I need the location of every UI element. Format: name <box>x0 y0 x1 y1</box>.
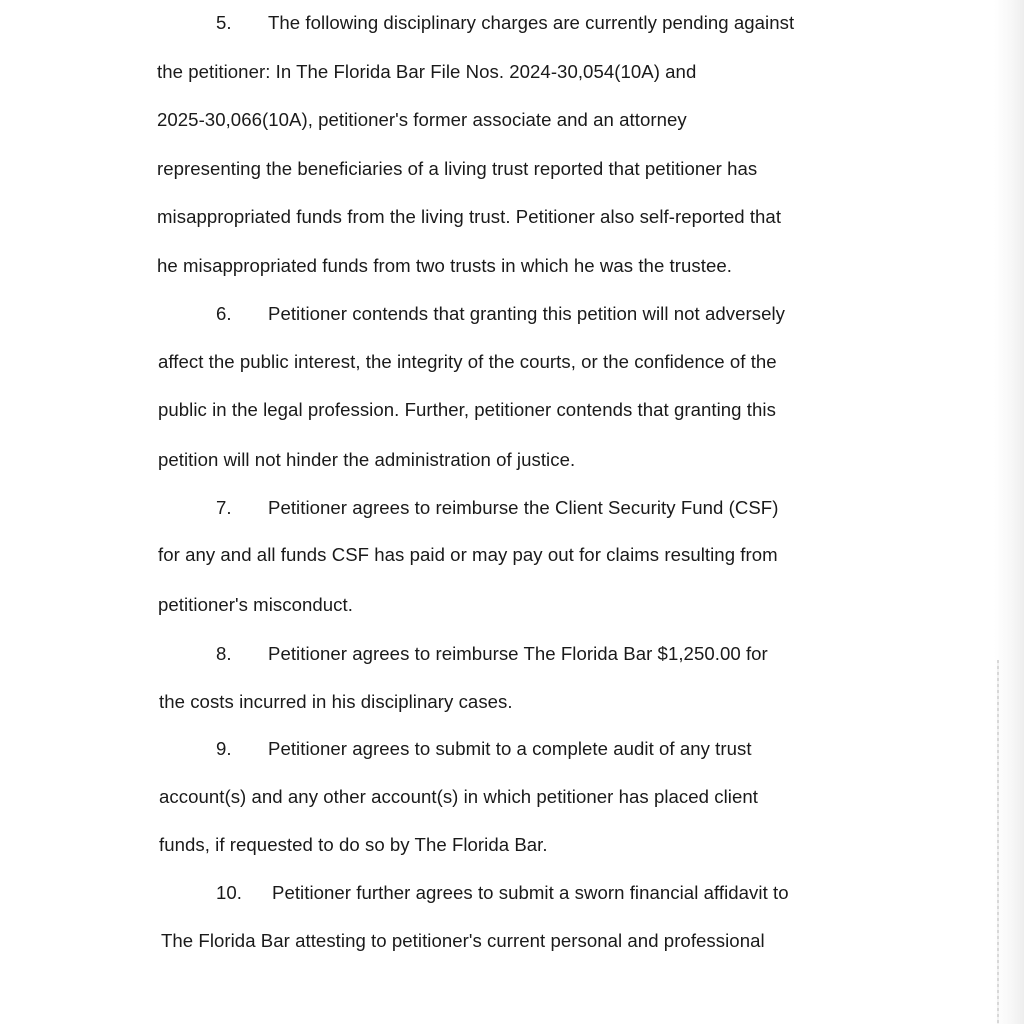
paragraph-number: 5. <box>216 12 232 33</box>
paragraph-text: Petitioner contends that granting this petition will not adversely <box>268 303 785 324</box>
paragraph-number: 9. <box>216 738 232 759</box>
paragraph-9-line: funds, if requested to do so by The Florida Bar. <box>159 834 548 855</box>
paragraph-5-line: misappropriated funds from the living trust. Petitioner also self-reported that <box>157 206 782 227</box>
paragraph-text: Petitioner agrees to submit to a complete audit of any trust <box>268 738 752 759</box>
paragraph-number: 8. <box>216 643 232 664</box>
paragraph-8-line: the costs incurred in his disciplinary cases. <box>159 691 513 712</box>
paragraph-text: Petitioner further agrees to submit a sworn financial affidavit to <box>272 882 789 903</box>
paragraph-5-line: representing the beneficiaries of a living trust reported that petitioner has <box>157 158 758 179</box>
paragraph-6-line: affect the public interest, the integrity of the courts, or the confidence of the <box>158 351 777 372</box>
paragraph-9-first-line <box>216 738 752 760</box>
paragraph-7-line: for any and all funds CSF has paid or may pay out for claims resulting from <box>158 544 778 565</box>
paragraph-8-first-line <box>216 643 768 665</box>
paragraph-9-line: account(s) and any other account(s) in which petitioner has placed client <box>159 786 758 807</box>
paragraph-5-line: he misappropriated funds from two trusts in which he was the trustee. <box>157 255 732 276</box>
paragraph-6-first-line <box>216 303 785 325</box>
paragraph-10-first-line <box>216 882 789 904</box>
paragraph-5-line: 2025-30,066(10A), petitioner's former associate and an attorney <box>157 109 687 130</box>
paragraph-7-line: petitioner's misconduct. <box>158 594 353 615</box>
paragraph-7-first-line <box>216 497 778 519</box>
paragraph-10-line: The Florida Bar attesting to petitioner's current personal and professional <box>161 930 765 951</box>
paragraph-6-line: petition will not hinder the administration of justice. <box>158 449 576 470</box>
paragraph-5-line: the petitioner: In The Florida Bar File Nos. 2024-30,054(10A) and <box>157 61 697 82</box>
paragraph-number: 6. <box>216 303 232 324</box>
paragraph-6-line: public in the legal profession. Further, petitioner contends that granting this <box>158 399 776 420</box>
scan-edge-line <box>997 660 999 1024</box>
paragraph-5-first-line <box>216 12 794 34</box>
paragraph-number: 10. <box>216 882 242 903</box>
paragraph-number: 7. <box>216 497 232 518</box>
paragraph-text: Petitioner agrees to reimburse the Client Security Fund (CSF) <box>268 497 779 518</box>
paragraph-text: The following disciplinary charges are currently pending against <box>268 12 795 33</box>
paragraph-text: Petitioner agrees to reimburse The Florida Bar $1,250.00 for <box>268 643 768 664</box>
